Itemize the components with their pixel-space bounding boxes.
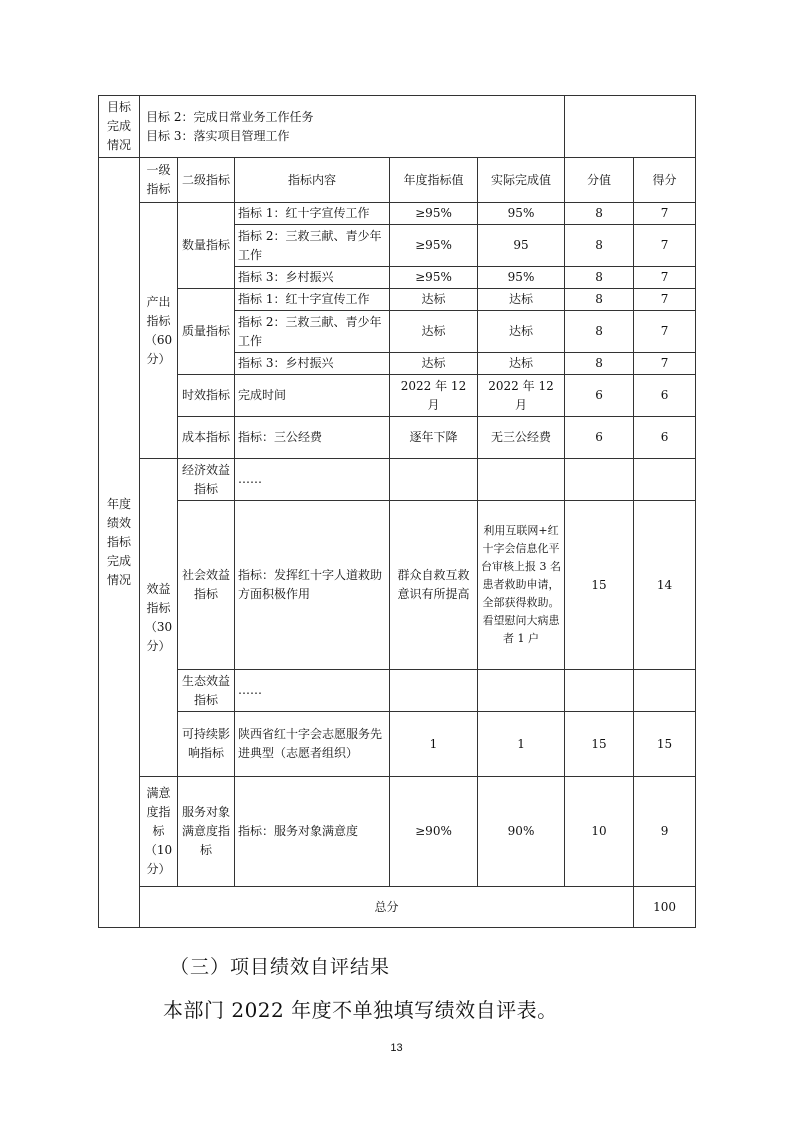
section-heading: （三）项目绩效自评结果 <box>170 956 391 978</box>
row-actual: 无三公经费 <box>478 417 565 459</box>
total-score: 100 <box>634 887 696 928</box>
total-label: 总分 <box>140 887 634 928</box>
row-actual: 达标 <box>478 311 565 353</box>
row-content: 指标：发挥红十字人道救助方面积极作用 <box>235 501 390 670</box>
section-label: 年度绩效指标完成情况 <box>99 158 140 928</box>
quantity-label: 数量指标 <box>178 203 235 289</box>
row-annual: ≥95% <box>390 225 478 267</box>
row-annual: 群众自救互救意识有所提高 <box>390 501 478 670</box>
table-row <box>99 670 696 712</box>
row-got: 14 <box>634 501 696 670</box>
ecological-label: 生态效益指标 <box>178 670 235 712</box>
row-content: 指标 2：三救三献、青少年工作 <box>235 311 390 353</box>
row-score: 6 <box>565 375 634 417</box>
row-actual: 达标 <box>478 289 565 311</box>
header-annual: 年度指标值 <box>390 158 478 203</box>
row-score: 10 <box>565 777 634 887</box>
row-content: 陕西省红十字会志愿服务先进典型（志愿者组织） <box>235 712 390 777</box>
row-got <box>634 459 696 501</box>
header-got: 得分 <box>634 158 696 203</box>
row-content: 指标 3：乡村振兴 <box>235 267 390 289</box>
row-annual <box>390 459 478 501</box>
row-actual: 2022 年 12 月 <box>478 375 565 417</box>
row-got: 6 <box>634 375 696 417</box>
row-annual <box>390 670 478 712</box>
row-got: 7 <box>634 289 696 311</box>
goal-item: 目标 2：完成日常业务工作任务 <box>146 109 314 124</box>
table-row <box>99 417 696 459</box>
table-row <box>99 289 696 311</box>
row-got: 6 <box>634 417 696 459</box>
cost-label: 成本指标 <box>178 417 235 459</box>
row-annual: 1 <box>390 712 478 777</box>
goal-list <box>140 96 565 158</box>
social-label: 社会效益指标 <box>178 501 235 670</box>
row-score: 8 <box>565 311 634 353</box>
row-content: …… <box>235 670 390 712</box>
table-row <box>99 203 696 225</box>
header-level1: 一级指标 <box>140 158 178 203</box>
row-content: 指标 1：红十字宣传工作 <box>235 203 390 225</box>
row-content: …… <box>235 459 390 501</box>
economic-label: 经济效益指标 <box>178 459 235 501</box>
row-actual: 90% <box>478 777 565 887</box>
timeliness-label: 时效指标 <box>178 375 235 417</box>
row-content: 指标 1：红十字宣传工作 <box>235 289 390 311</box>
row-actual: 95% <box>478 267 565 289</box>
goal-item: 目标 3：落实项目管理工作 <box>146 128 290 143</box>
header-level2: 二级指标 <box>178 158 235 203</box>
row-got: 7 <box>634 353 696 375</box>
row-content: 完成时间 <box>235 375 390 417</box>
benefit-label: 效益指标（30分） <box>140 459 178 777</box>
goal-row-label: 目标完成情况 <box>99 96 140 158</box>
row-got: 7 <box>634 203 696 225</box>
row-annual: ≥95% <box>390 267 478 289</box>
row-got: 9 <box>634 777 696 887</box>
row-content: 指标：服务对象满意度 <box>235 777 390 887</box>
row-score: 6 <box>565 417 634 459</box>
row-actual <box>478 670 565 712</box>
row-score <box>565 670 634 712</box>
row-annual: 达标 <box>390 289 478 311</box>
row-score: 8 <box>565 267 634 289</box>
quality-label: 质量指标 <box>178 289 235 375</box>
goal-row-empty-cell <box>565 96 696 158</box>
row-actual: 95 <box>478 225 565 267</box>
row-annual: 达标 <box>390 311 478 353</box>
row-actual <box>478 459 565 501</box>
row-score: 8 <box>565 289 634 311</box>
row-got: 7 <box>634 225 696 267</box>
output-label: 产出指标（60分） <box>140 203 178 459</box>
row-got: 15 <box>634 712 696 777</box>
row-annual: 2022 年 12 月 <box>390 375 478 417</box>
table-row <box>99 712 696 777</box>
row-got: 7 <box>634 311 696 353</box>
row-content: 指标 2：三救三献、青少年工作 <box>235 225 390 267</box>
row-content: 指标：三公经费 <box>235 417 390 459</box>
row-score: 15 <box>565 501 634 670</box>
row-score: 8 <box>565 225 634 267</box>
row-annual: 逐年下降 <box>390 417 478 459</box>
row-annual: ≥90% <box>390 777 478 887</box>
satisfaction-label: 满意度指标（10分） <box>140 777 178 887</box>
page-number: 13 <box>390 1042 403 1054</box>
row-score <box>565 459 634 501</box>
row-score: 8 <box>565 203 634 225</box>
table-row <box>99 501 696 670</box>
table-row <box>99 777 696 887</box>
performance-table <box>98 95 696 928</box>
body-paragraph: 本部门 2022 年度不单独填写绩效自评表。 <box>163 998 558 1022</box>
table-row <box>99 375 696 417</box>
row-actual: 达标 <box>478 353 565 375</box>
sustainable-label: 可持续影响指标 <box>178 712 235 777</box>
goal-row <box>99 96 696 158</box>
row-content: 指标 3：乡村振兴 <box>235 353 390 375</box>
header-actual: 实际完成值 <box>478 158 565 203</box>
row-actual: 利用互联网+红十字会信息化平台审核上报 3 名患者救助申请，全部获得救助。看望慰问大病患者 1 户 <box>478 501 565 670</box>
header-score: 分值 <box>565 158 634 203</box>
total-row <box>99 887 696 928</box>
row-score: 15 <box>565 712 634 777</box>
row-annual: ≥95% <box>390 203 478 225</box>
row-got <box>634 670 696 712</box>
row-actual: 95% <box>478 203 565 225</box>
row-score: 8 <box>565 353 634 375</box>
table-row <box>99 459 696 501</box>
header-content: 指标内容 <box>235 158 390 203</box>
table-header-row <box>99 158 696 203</box>
row-actual: 1 <box>478 712 565 777</box>
satisfaction-sub-label: 服务对象满意度指标 <box>178 777 235 887</box>
row-got: 7 <box>634 267 696 289</box>
row-annual: 达标 <box>390 353 478 375</box>
